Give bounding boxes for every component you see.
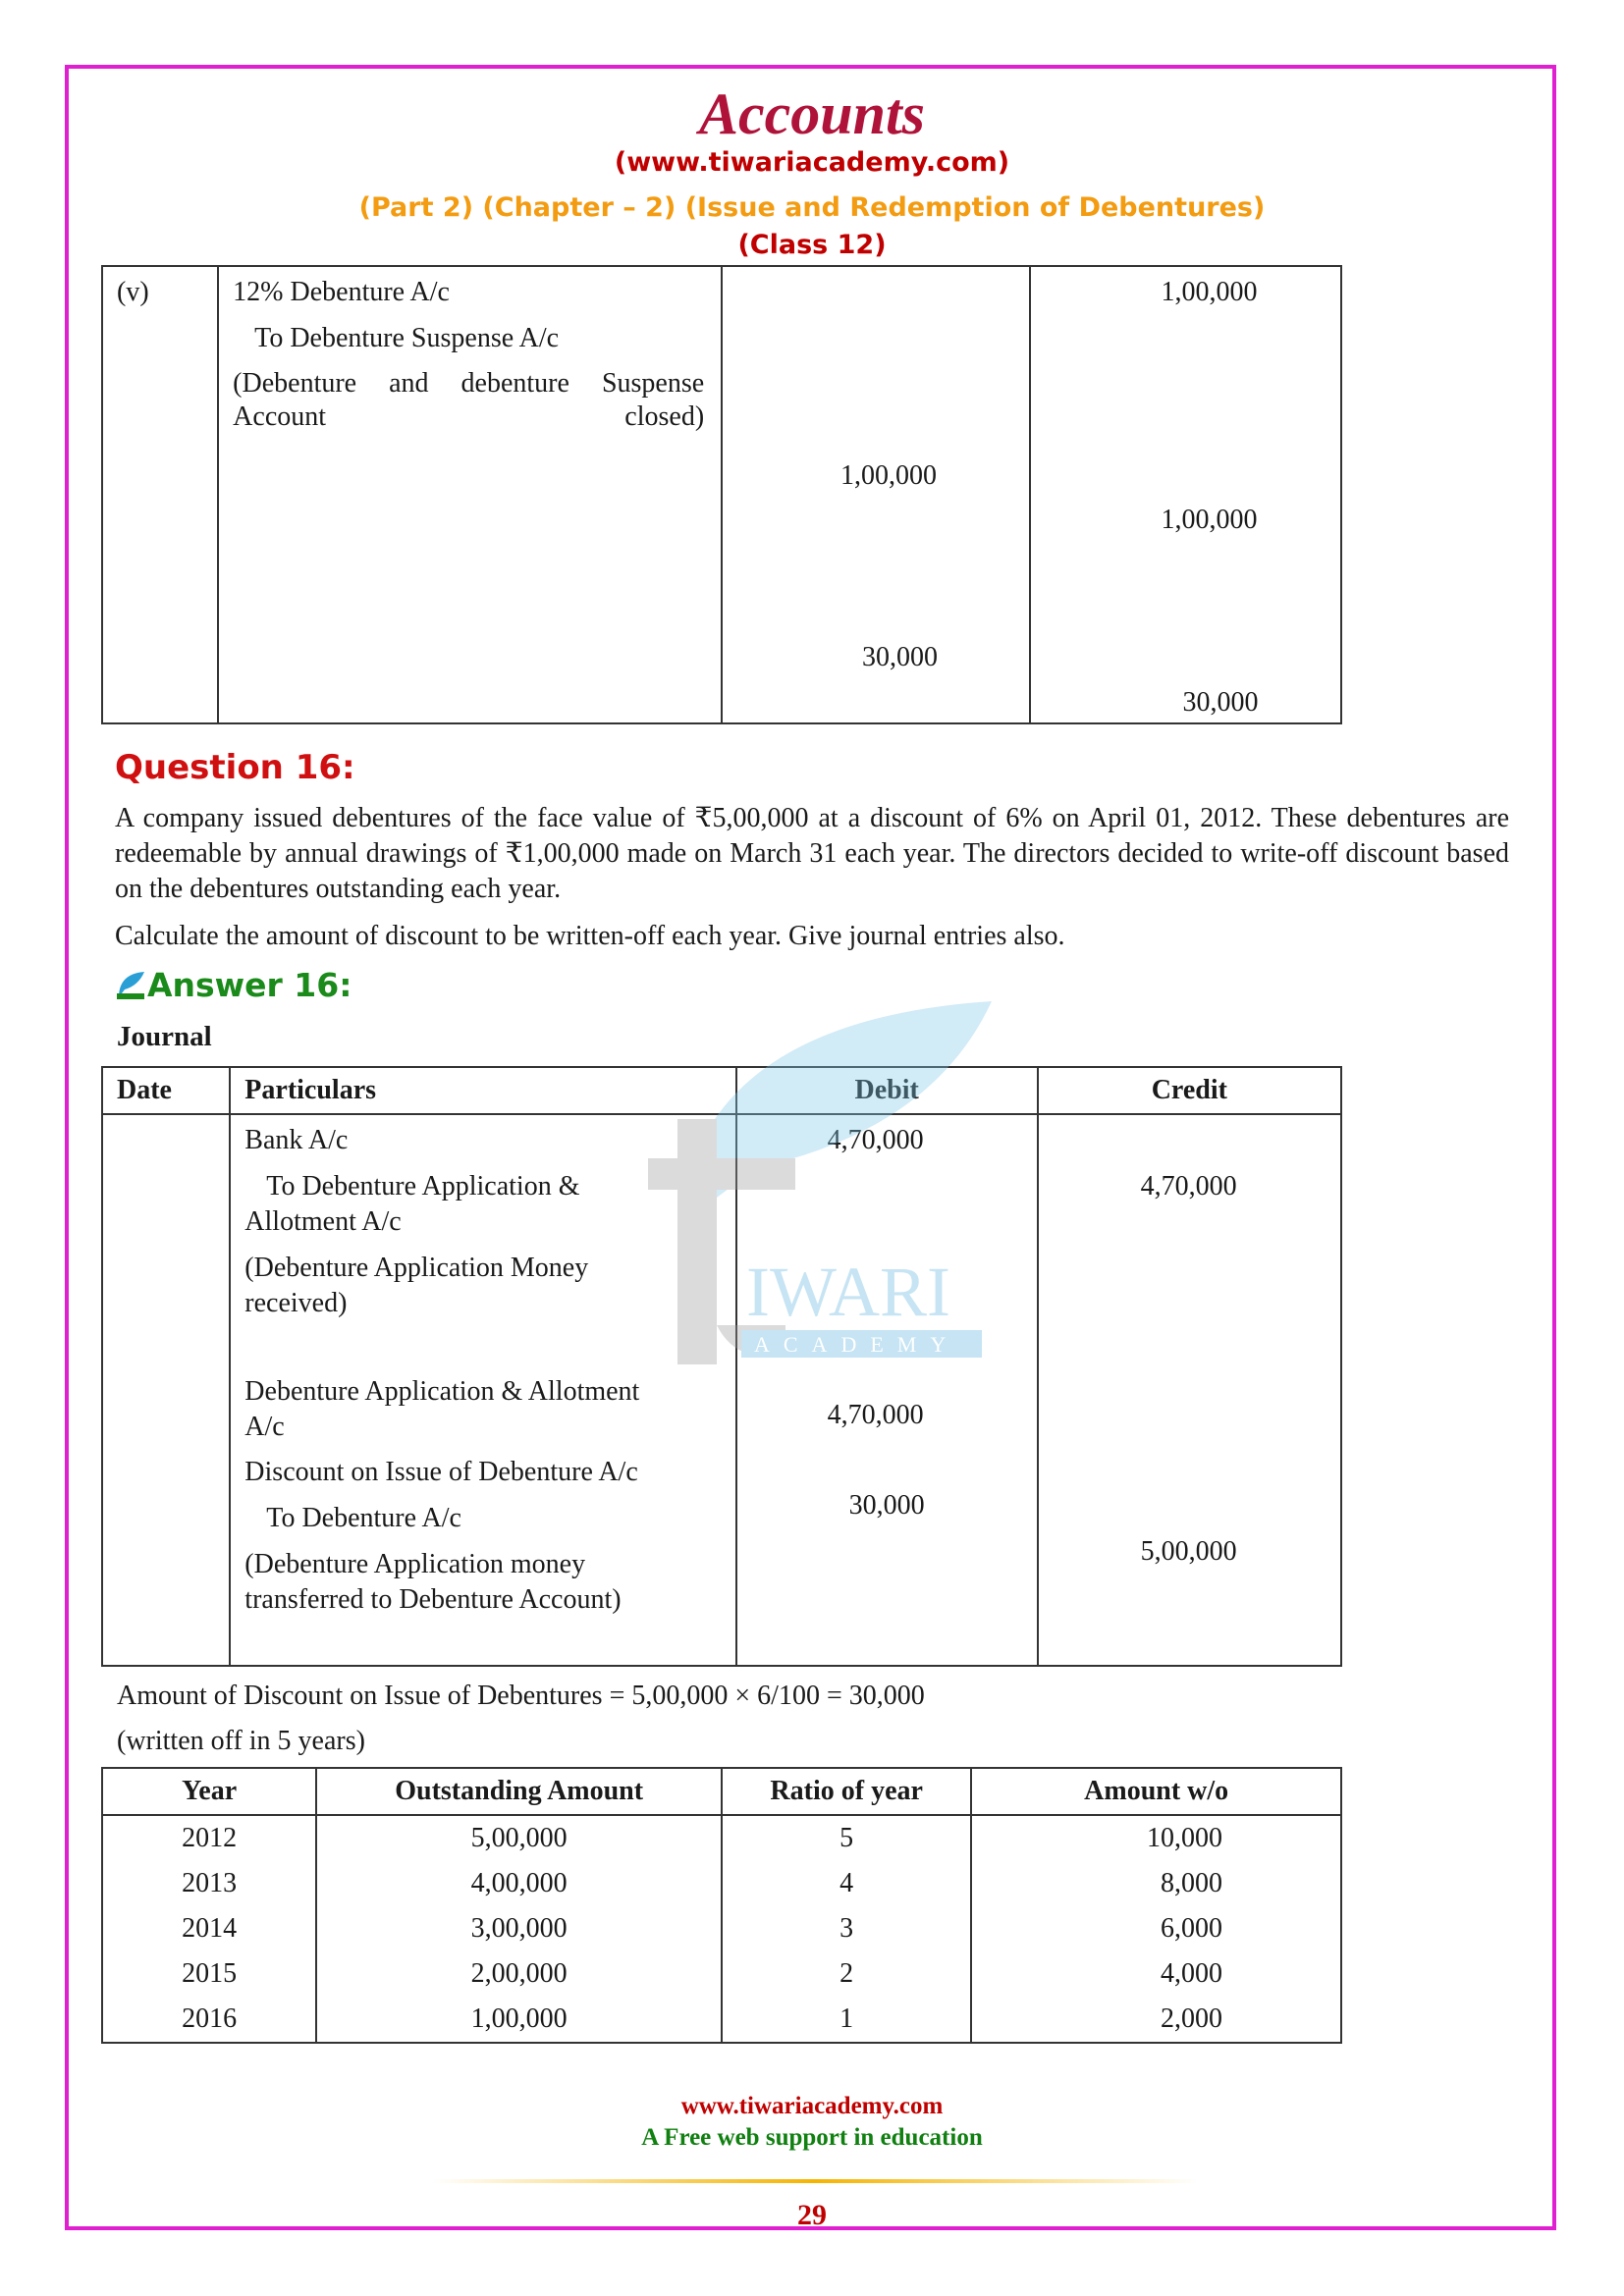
narration: (Debenture Application Money [244, 1253, 589, 1283]
ratio-cell: 2 [722, 1951, 971, 1997]
amount-cell: 10,000 [971, 1815, 1341, 1861]
particular-line: Discount on Issue of Debenture A/c [244, 1457, 638, 1487]
answer-heading: Answer 16: [147, 966, 352, 1004]
outstanding-cell: 3,00,000 [316, 1906, 722, 1951]
header-particulars: Particulars [230, 1067, 735, 1114]
year-cell: 2014 [102, 1906, 316, 1951]
table-row [102, 1951, 1341, 1997]
ratio-cell: 5 [722, 1815, 971, 1861]
particulars-cell [230, 1114, 735, 1666]
ratio-cell: 3 [722, 1906, 971, 1951]
credit-amount: 1,00,000 [1161, 277, 1258, 307]
table-header-row [102, 1768, 1341, 1815]
header-credit: Credit [1038, 1067, 1341, 1114]
journal-title: Journal [117, 1021, 212, 1052]
chapter-subtitle: (Part 2) (Chapter – 2) (Issue and Redemption of Debentures) [358, 192, 1266, 223]
narration: (Debenture Application money [244, 1549, 586, 1579]
outstanding-cell: 5,00,000 [316, 1815, 722, 1861]
date-cell [102, 1114, 230, 1666]
header-debit: Debit [736, 1067, 1038, 1114]
writeoff-note: (written off in 5 years) [117, 1726, 365, 1756]
col-year: Year [102, 1768, 316, 1815]
amount-cell: 6,000 [971, 1906, 1341, 1951]
particular-line: Debenture Application & Allotment [244, 1376, 640, 1407]
particular-line: To Debenture Suspense A/c [254, 323, 560, 353]
watermark-sub: ACADEMY [754, 1332, 960, 1357]
particular-line: Allotment A/c [244, 1206, 402, 1237]
footer-url[interactable]: www.tiwariacademy.com [680, 2093, 944, 2119]
footer-tagline: A Free web support in education [641, 2124, 983, 2151]
debit-cell [722, 266, 1030, 723]
amount-cell: 4,000 [971, 1951, 1341, 1997]
footer-divider [432, 2179, 1198, 2183]
page-title: Accounts [698, 81, 926, 146]
table-row [102, 1861, 1341, 1906]
question-text-2: Calculate the amount of discount to be written-off each year. Give journal entries also. [115, 921, 1065, 951]
amount-cell: 8,000 [971, 1861, 1341, 1906]
tiwari-logo-icon [115, 968, 146, 1001]
col-outstanding: Outstanding Amount [316, 1768, 722, 1815]
credit-cell [1030, 266, 1341, 723]
journal-table [101, 1066, 1342, 1667]
year-cell: 2015 [102, 1951, 316, 1997]
outstanding-cell: 1,00,000 [316, 1997, 722, 2043]
outstanding-cell: 4,00,000 [316, 1861, 722, 1906]
ratio-cell: 1 [722, 1997, 971, 2043]
question-heading: Question 16: [115, 748, 355, 787]
writeoff-table [101, 1767, 1342, 2044]
debit-amount: 4,70,000 [827, 1400, 924, 1430]
table-row [102, 1997, 1341, 2043]
credit-amount: 5,00,000 [1140, 1536, 1237, 1567]
col-amount: Amount w/o [971, 1768, 1341, 1815]
top-journal-table [101, 265, 1342, 724]
header-date: Date [102, 1067, 230, 1114]
year-cell: 2013 [102, 1861, 316, 1906]
particular-line: 12% Debenture A/c [233, 277, 450, 307]
credit-cell [1038, 1114, 1341, 1666]
particular-line: To Debenture A/c [266, 1503, 461, 1533]
debit-cell [736, 1114, 1038, 1666]
credit-amount: 1,00,000 [1161, 505, 1258, 535]
ratio-cell: 4 [722, 1861, 971, 1906]
table-row [102, 1815, 1341, 1861]
narration: (Debenture and debenture Suspense Account closed) [233, 368, 705, 432]
col-ratio: Ratio of year [722, 1768, 971, 1815]
row-label: (v) [117, 277, 149, 307]
particular-line: Bank A/c [244, 1125, 349, 1155]
question-text: A company issued debentures of the face value of ₹5,00,000 at a discount of 6% on April 01, 2012. These debentures are redeemable by annual drawings of ₹1,00,000 made on March 31 each year. The directors decided to write-off discount based on the debentures outstanding each year. [115, 803, 1509, 904]
page-number: 29 [797, 2199, 827, 2231]
particular-line: A/c [244, 1412, 285, 1442]
debit-amount: 4,70,000 [827, 1125, 924, 1155]
year-cell: 2016 [102, 1997, 316, 2043]
watermark-brand: IWARI [746, 1253, 950, 1331]
header-website: (www.tiwariacademy.com) [614, 147, 1010, 178]
amount-cell: 2,000 [971, 1997, 1341, 2043]
narration: received) [244, 1288, 348, 1318]
particular-line: To Debenture Application & [266, 1171, 580, 1201]
narration: transferred to Debenture Account) [244, 1584, 622, 1615]
year-cell: 2012 [102, 1815, 316, 1861]
debit-amount: 1,00,000 [839, 460, 937, 491]
class-label: (Class 12) [737, 230, 887, 260]
date-cell [102, 266, 218, 723]
credit-amount: 30,000 [1182, 687, 1259, 718]
particulars-cell [218, 266, 722, 723]
debit-amount: 30,000 [848, 1490, 925, 1521]
debit-amount: 30,000 [861, 642, 938, 672]
credit-amount: 4,70,000 [1140, 1171, 1237, 1201]
outstanding-cell: 2,00,000 [316, 1951, 722, 1997]
table-row [102, 1906, 1341, 1951]
discount-calculation: Amount of Discount on Issue of Debentures = 5,00,000 × 6/100 = 30,000 [117, 1681, 925, 1711]
